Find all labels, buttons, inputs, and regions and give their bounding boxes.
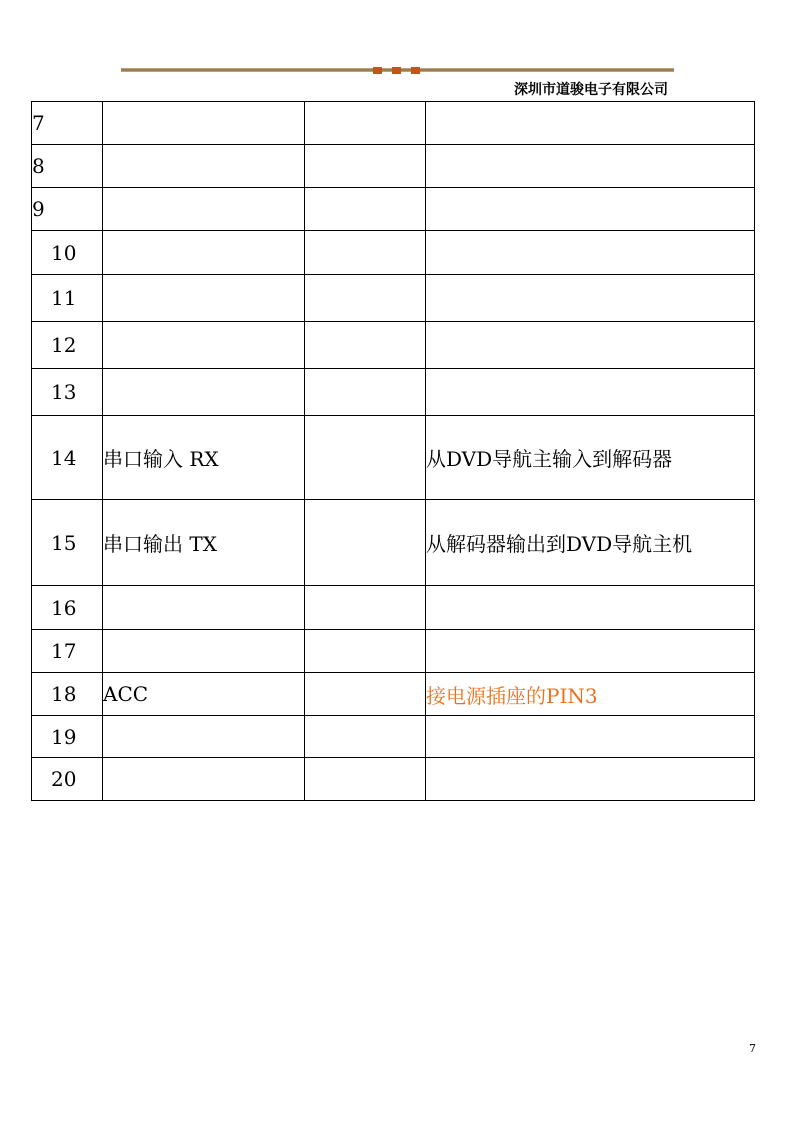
pin-name [103,188,305,231]
pin-number: 18 [32,673,103,716]
pin-description [426,102,755,145]
pin-description: 从解码器输出到DVD导航主机 [426,500,755,586]
page-number: 7 [749,1042,756,1055]
table-row [32,188,755,231]
company-name: 深圳市道骏电子有限公司 [514,82,668,98]
pin-number: 17 [32,630,103,673]
pin-number: 8 [32,145,103,188]
pin-col3 [305,102,426,145]
pin-col3 [305,630,426,673]
pin-name [103,231,305,275]
pin-col3 [305,586,426,630]
header-mark [411,67,420,74]
pin-col3 [305,673,426,716]
pin-col3 [305,145,426,188]
pin-description [426,145,755,188]
pin-col3 [305,758,426,801]
pin-number: 15 [32,500,103,586]
pin-col3 [305,416,426,500]
table-row [32,416,755,500]
pin-number: 14 [32,416,103,500]
table-row [32,275,755,322]
pin-col3 [305,231,426,275]
pin-number: 20 [32,758,103,801]
table-row [32,716,755,758]
pin-description [426,586,755,630]
pin-name: 串口输入 RX [103,416,305,500]
pin-number: 9 [32,188,103,231]
pin-description [426,275,755,322]
pin-col3 [305,322,426,369]
pin-description [426,231,755,275]
pin-description [426,716,755,758]
pin-description [426,630,755,673]
pin-col3 [305,500,426,586]
pin-name [103,102,305,145]
pin-name [103,275,305,322]
pin-col3 [305,369,426,416]
pin-col3 [305,716,426,758]
pin-number: 11 [32,275,103,322]
table-row [32,630,755,673]
header-mark [373,67,382,74]
table-row [32,231,755,275]
pin-name: 串口输出 TX [103,500,305,586]
pin-number: 19 [32,716,103,758]
table-row [32,322,755,369]
pin-name [103,369,305,416]
pin-col3 [305,275,426,322]
pin-name [103,145,305,188]
pin-description [426,188,755,231]
pin-description [426,322,755,369]
table-row [32,500,755,586]
pin-description: 从DVD导航主输入到解码器 [426,416,755,500]
header-mark [392,67,401,74]
pin-name [103,586,305,630]
pin-number: 16 [32,586,103,630]
pin-name [103,716,305,758]
pin-description [426,758,755,801]
table-row [32,102,755,145]
pin-name [103,630,305,673]
pin-description [426,369,755,416]
pin-name [103,322,305,369]
pin-number: 7 [32,102,103,145]
pin-number: 13 [32,369,103,416]
pin-name: ACC [103,673,305,716]
pin-col3 [305,188,426,231]
pin-number: 10 [32,231,103,275]
pin-number: 12 [32,322,103,369]
table-row [32,586,755,630]
table-row [32,369,755,416]
table-row [32,145,755,188]
pin-description: 接电源插座的PIN3 [426,673,755,716]
pin-name [103,758,305,801]
table-row [32,758,755,801]
table-row [32,673,755,716]
pin-table [31,101,755,801]
